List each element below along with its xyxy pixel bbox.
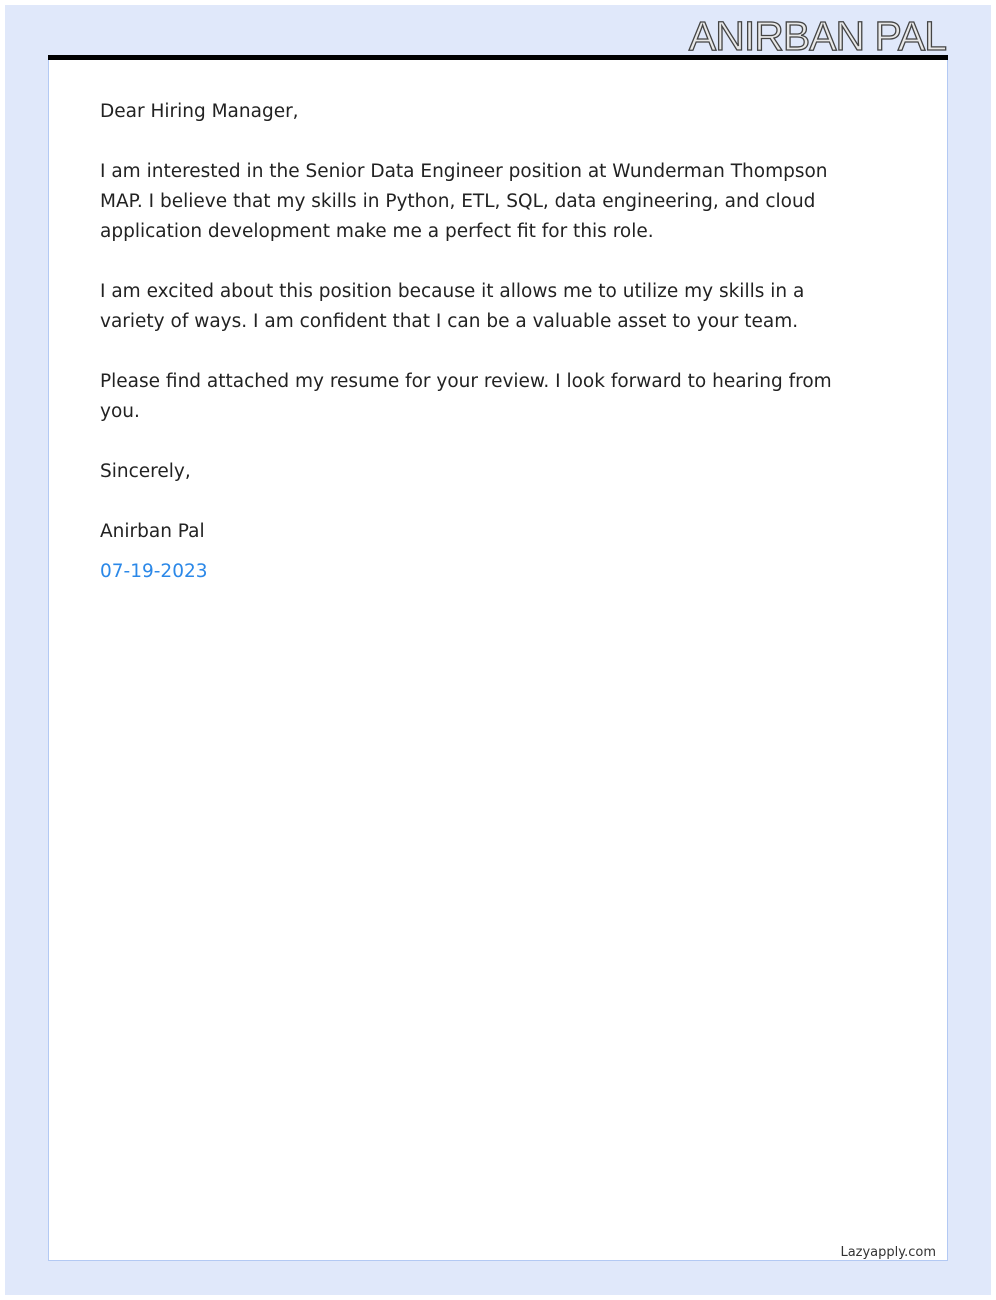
paragraph: I am excited about this position because it allows me to utilize my skills in a variety of ways. I am confident that I can be a valuable asset to your team. <box>100 281 805 332</box>
applicant-name-header: ANIRBAN PAL <box>688 13 946 59</box>
closing: Sincerely, <box>100 461 191 482</box>
paragraph: Please find attached my resume for your review. I look forward to hearing from you. <box>100 371 832 422</box>
letter-body <box>100 97 870 617</box>
paragraph: I am interested in the Senior Data Engineer position at Wunderman Thompson MAP. I believe that my skills in Python, ETL, SQL, data engineering, and cloud application development make me a perfect fit for this role. <box>100 161 828 242</box>
date: 07-19-2023 <box>100 561 208 582</box>
salutation: Dear Hiring Manager, <box>100 101 299 122</box>
footer-brand: Lazyapply.com <box>840 1245 936 1260</box>
signature: Anirban Pal <box>100 521 205 542</box>
